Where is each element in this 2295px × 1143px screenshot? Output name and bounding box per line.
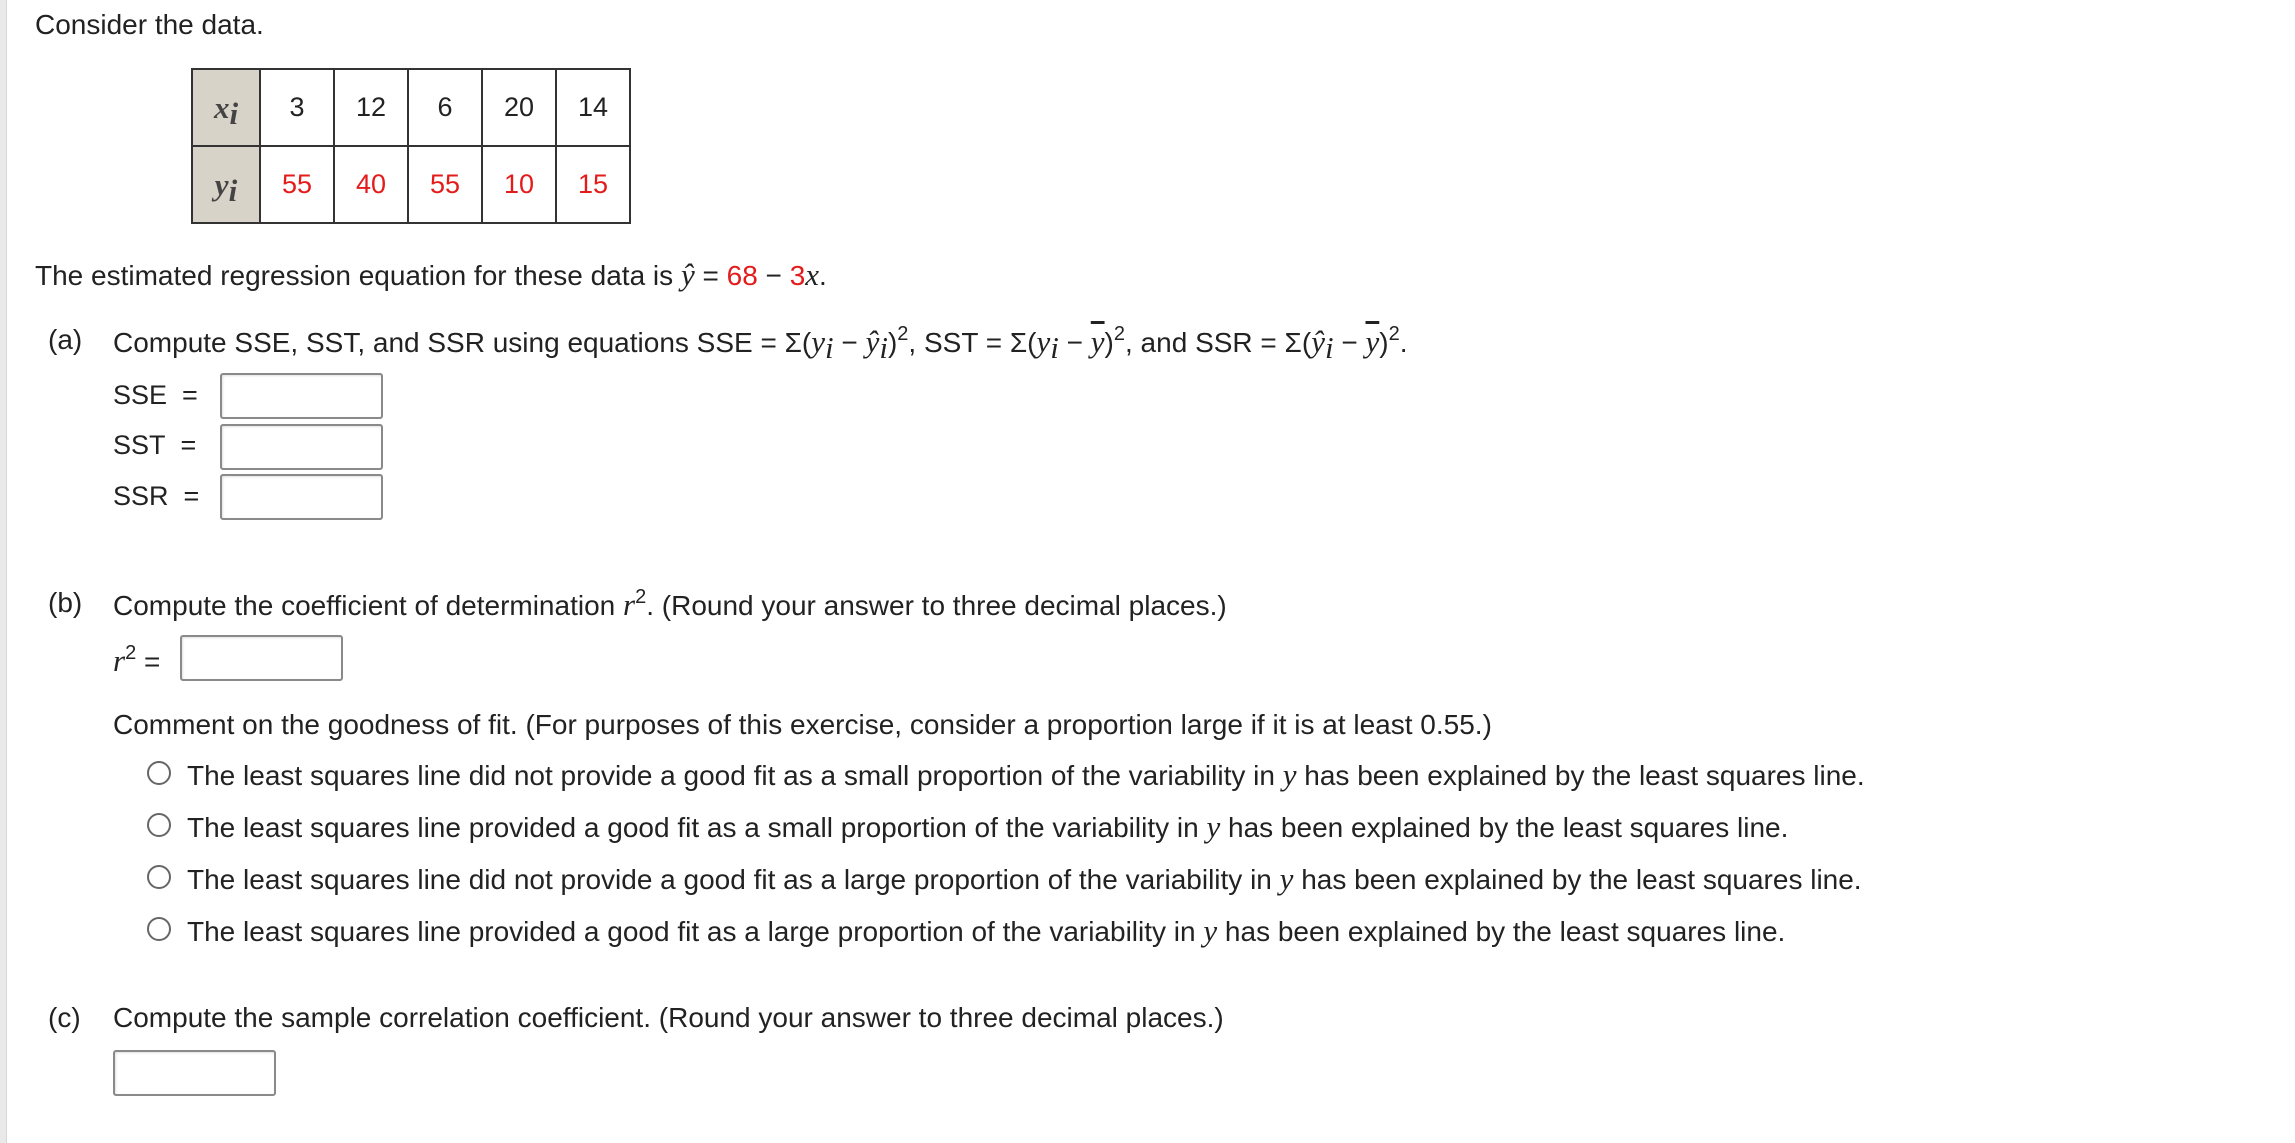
y-value: 40	[334, 146, 408, 223]
r2-label: $r^2$ =	[113, 642, 161, 678]
x-value: 12	[334, 69, 408, 146]
part-a-letter: (a)	[48, 324, 83, 355]
x-value: 3	[260, 69, 334, 146]
r2-input[interactable]	[180, 635, 343, 681]
y-value: 55	[408, 146, 482, 223]
y-value: 15	[556, 146, 630, 223]
sse-label: SSE =	[113, 380, 198, 410]
option-label[interactable]: The least squares line provided a good fit as a small proportion of the variability in y has been explained by the least squares line.	[187, 809, 1789, 844]
option-radio[interactable]	[147, 761, 171, 785]
y-hat-symbol: ŷ	[680, 257, 695, 292]
ssr-input[interactable]	[220, 474, 383, 520]
sst-label: SST =	[113, 430, 197, 460]
correlation-input[interactable]	[113, 1050, 276, 1096]
option-label[interactable]: The least squares line did not provide a good fit as a large proportion of the variability in y has been explained by the least squares line.	[187, 861, 1862, 896]
ssr-equation: SSR = $\Sigma(ŷ_i - \overline{y})^2$.	[1195, 323, 1408, 365]
x-value: 6	[408, 69, 482, 146]
y-row	[192, 146, 630, 223]
intro-text: Consider the data.	[35, 9, 264, 40]
x-header: $x_i$	[192, 69, 260, 146]
sst-input[interactable]	[220, 424, 383, 470]
sse-input[interactable]	[220, 373, 383, 419]
y-value: 10	[482, 146, 556, 223]
x-row	[192, 69, 630, 146]
y-value: 55	[260, 146, 334, 223]
option-radio[interactable]	[147, 917, 171, 941]
slope-value: 3	[789, 260, 806, 291]
y-header: $y_i$	[192, 146, 260, 223]
part-b-prompt: Compute the coefficient of determination $r^2$. (Round your answer to three decimal places.)	[113, 586, 1227, 622]
sse-equation: SSE = $\Sigma(y_i$ − $ŷ_i)^2$,	[696, 323, 917, 365]
comment-prompt: Comment on the goodness of fit. (For purposes of this exercise, consider a proportion large if it is at least 0.55.)	[113, 709, 1492, 740]
option-radio[interactable]	[147, 865, 171, 889]
option-radio[interactable]	[147, 813, 171, 837]
sst-equation: SST = $\Sigma(y_i - \overline{y})^2$,	[923, 323, 1133, 365]
part-c-letter: (c)	[48, 1002, 81, 1033]
x-value: 14	[556, 69, 630, 146]
intercept-value: 68	[726, 260, 758, 291]
part-c-prompt: Compute the sample correlation coefficient. (Round your answer to three decimal places.)	[113, 1002, 1224, 1033]
data-table	[191, 68, 631, 224]
part-a-prompt: Compute SSE, SST, and SSR using equations SSE = $\Sigma(y_i$ − $ŷ_i)^2$, SST = $\Sigma(y_i - \overline{y})^2$, and SSR = $\Sigma(ŷ_i - \overline{y})^2$.	[113, 323, 1408, 365]
part-b-letter: (b)	[48, 587, 83, 618]
left-border	[0, 0, 7, 1143]
option-label[interactable]: The least squares line did not provide a good fit as a small proportion of the variability in y has been explained by the least squares line.	[187, 757, 1865, 792]
regression-equation: The estimated regression equation for these data is ŷ = 68 − 3x.	[35, 257, 827, 292]
ssr-label: SSR =	[113, 481, 200, 511]
x-value: 20	[482, 69, 556, 146]
option-label[interactable]: The least squares line provided a good fit as a large proportion of the variability in y has been explained by the least squares line.	[187, 913, 1786, 948]
